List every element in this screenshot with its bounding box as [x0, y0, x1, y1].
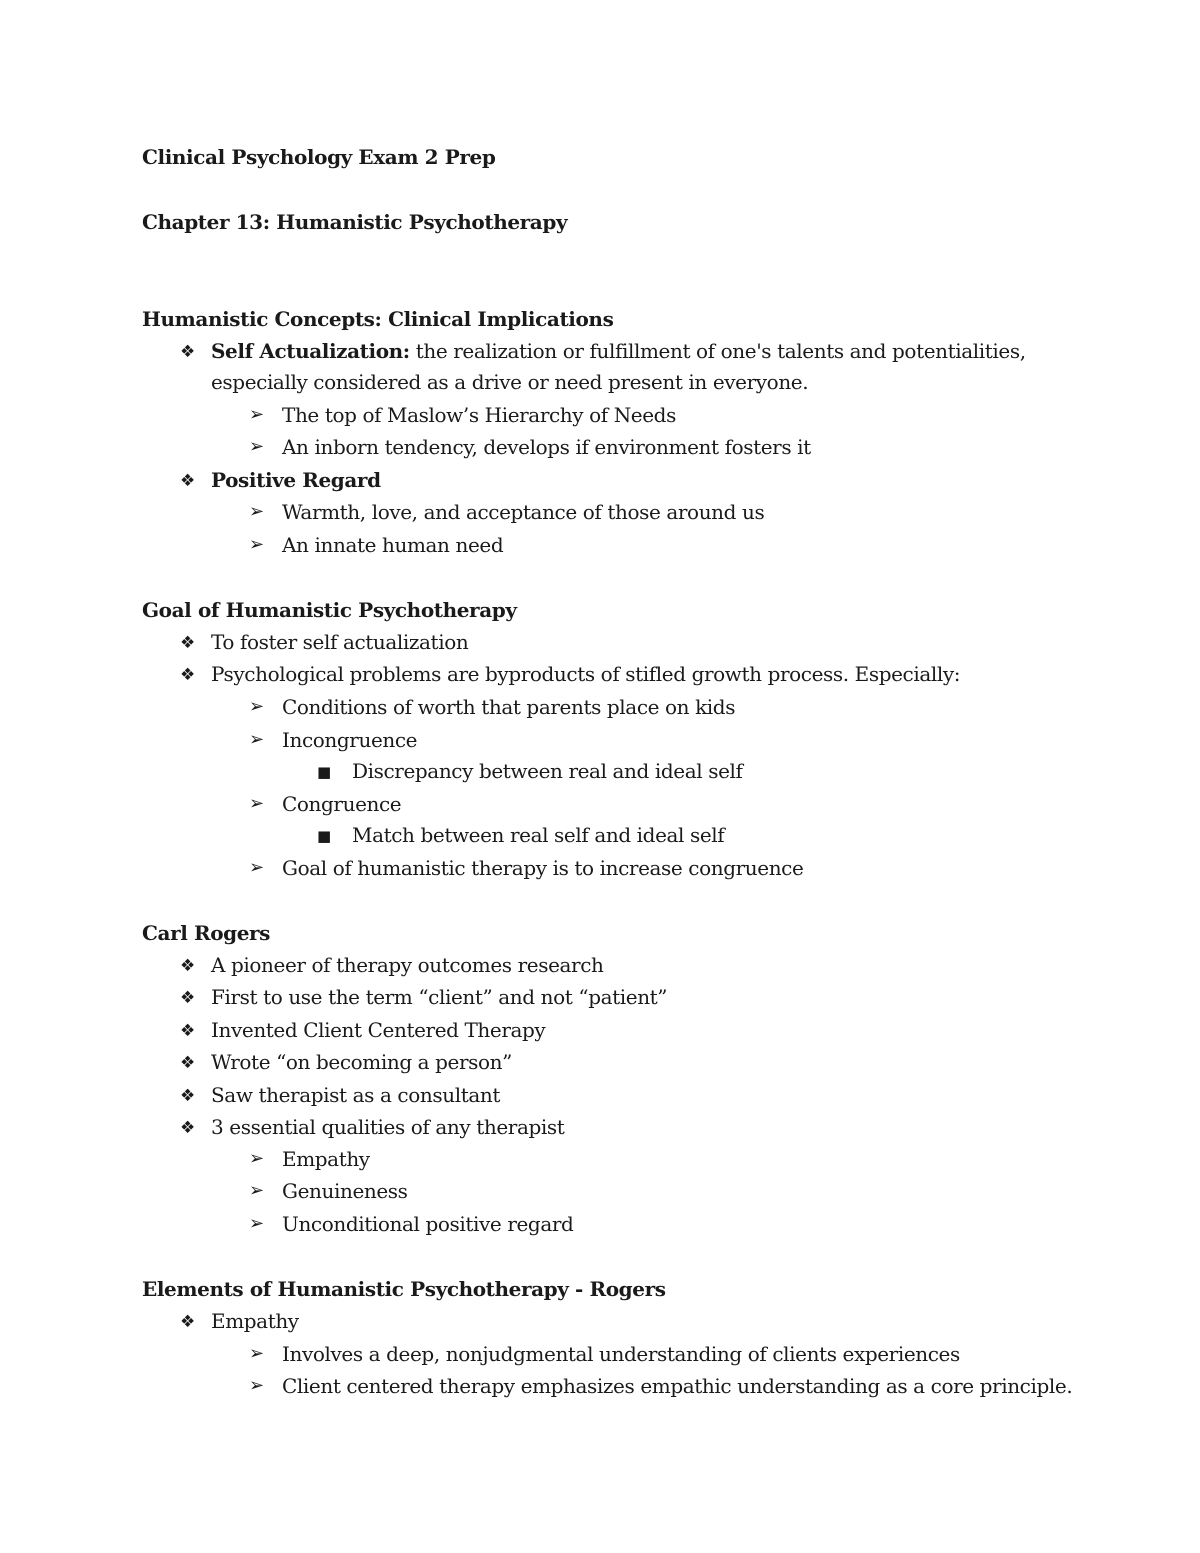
list-item: First to use the term “client” and not “patient”: [211, 985, 668, 1009]
definition-continuation: especially considered as a drive or need present in everyone.: [211, 370, 809, 394]
section-heading-concepts: Humanistic Concepts: Clinical Implications: [142, 307, 614, 331]
list-item: An inborn tendency, develops if environment fosters it: [282, 435, 811, 459]
arrow-bullet-icon: ➢: [249, 857, 264, 878]
section-heading-elements: Elements of Humanistic Psychotherapy - Rogers: [142, 1277, 666, 1301]
arrow-bullet-icon: ➢: [249, 501, 264, 522]
list-item: Incongruence: [282, 728, 418, 752]
arrow-bullet-icon: ➢: [249, 793, 264, 814]
document-title: Clinical Psychology Exam 2 Prep: [142, 145, 496, 169]
diamond-bullet-icon: ❖: [180, 1053, 195, 1073]
arrow-bullet-icon: ➢: [249, 1213, 264, 1234]
diamond-bullet-icon: ❖: [180, 471, 195, 491]
list-item: Involves a deep, nonjudgmental understanding of clients experiences: [282, 1342, 960, 1366]
list-item: An innate human need: [282, 533, 504, 557]
list-item: To foster self actualization: [211, 630, 469, 654]
diamond-bullet-icon: ❖: [180, 342, 195, 362]
diamond-bullet-icon: ❖: [180, 956, 195, 976]
diamond-bullet-icon: ❖: [180, 1118, 195, 1138]
list-item: Warmth, love, and acceptance of those around us: [282, 500, 765, 524]
list-item: Congruence: [282, 792, 402, 816]
square-bullet-icon: ■: [317, 827, 331, 845]
section-heading-rogers: Carl Rogers: [142, 921, 271, 945]
square-bullet-icon: ■: [317, 763, 331, 781]
list-item: Empathy: [211, 1309, 299, 1333]
list-item: Psychological problems are byproducts of stifled growth process. Especially:: [211, 662, 961, 686]
list-item: The top of Maslow’s Hierarchy of Needs: [282, 403, 676, 427]
list-item: 3 essential qualities of any therapist: [211, 1115, 565, 1139]
list-item: Unconditional positive regard: [282, 1212, 574, 1236]
list-item: Wrote “on becoming a person”: [211, 1050, 512, 1074]
arrow-bullet-icon: ➢: [249, 729, 264, 750]
arrow-bullet-icon: ➢: [249, 436, 264, 457]
list-item: Discrepancy between real and ideal self: [352, 759, 743, 783]
list-item: A pioneer of therapy outcomes research: [211, 953, 604, 977]
term-positive-regard: Positive Regard: [211, 468, 381, 492]
chapter-heading: Chapter 13: Humanistic Psychotherapy: [142, 210, 568, 234]
list-item-self-actualization: [211, 338, 1026, 364]
list-item: Match between real self and ideal self: [352, 823, 725, 847]
list-item: Empathy: [282, 1147, 370, 1171]
diamond-bullet-icon: ❖: [180, 1312, 195, 1332]
diamond-bullet-icon: ❖: [180, 1086, 195, 1106]
arrow-bullet-icon: ➢: [249, 404, 264, 425]
definition-self-actualization: the realization or fulfillment of one's talents and potentialities,: [409, 339, 1026, 363]
diamond-bullet-icon: ❖: [180, 633, 195, 653]
arrow-bullet-icon: ➢: [249, 1343, 264, 1364]
list-item: Conditions of worth that parents place on kids: [282, 695, 736, 719]
list-item: Goal of humanistic therapy is to increase congruence: [282, 856, 804, 880]
diamond-bullet-icon: ❖: [180, 665, 195, 685]
diamond-bullet-icon: ❖: [180, 988, 195, 1008]
arrow-bullet-icon: ➢: [249, 696, 264, 717]
list-item: Saw therapist as a consultant: [211, 1083, 500, 1107]
list-item: Client centered therapy emphasizes empathic understanding as a core principle.: [282, 1374, 1073, 1398]
arrow-bullet-icon: ➢: [249, 534, 264, 555]
list-item: Genuineness: [282, 1179, 408, 1203]
arrow-bullet-icon: ➢: [249, 1180, 264, 1201]
list-item: Invented Client Centered Therapy: [211, 1018, 546, 1042]
arrow-bullet-icon: ➢: [249, 1375, 264, 1396]
section-heading-goal: Goal of Humanistic Psychotherapy: [142, 598, 517, 622]
diamond-bullet-icon: ❖: [180, 1021, 195, 1041]
term-self-actualization: Self Actualization:: [211, 339, 410, 363]
arrow-bullet-icon: ➢: [249, 1148, 264, 1169]
